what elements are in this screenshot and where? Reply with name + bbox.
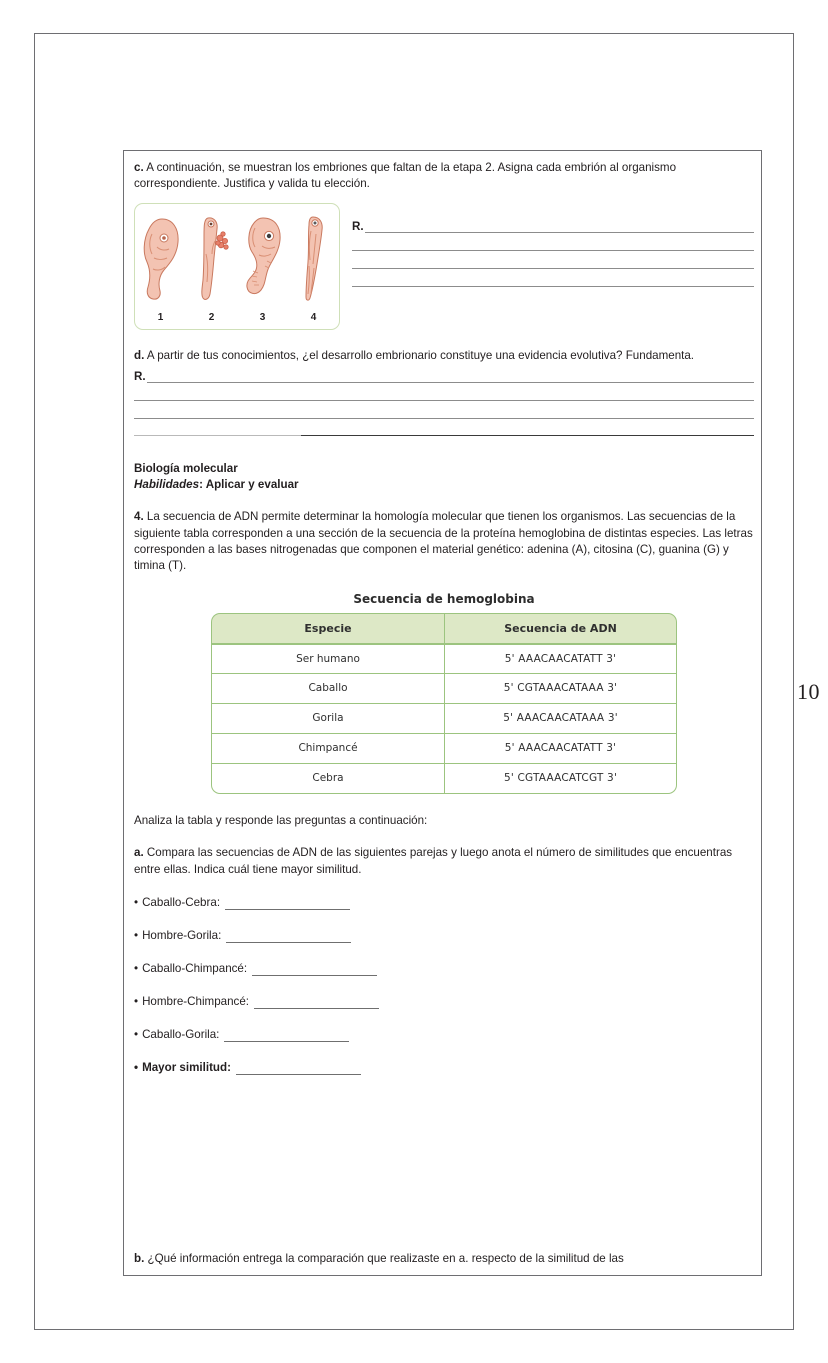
question-4-label: 4. (134, 510, 144, 524)
question-c-answer-line-1[interactable] (365, 215, 754, 233)
section-skills (134, 477, 754, 493)
table-cell-secuencia: 5' CGTAAACATCGT 3' (444, 764, 677, 794)
list-item (134, 1027, 754, 1042)
question-4-body: La secuencia de ADN permite determinar la homología molecular que tienen los organismos. Las secuencias de la siguiente tabla corresponden a una sección de la secuencia de la proteína hemoglobina de distintas especies. Las letras corresponden a las bases nitrogenadas que componen el material genético: adenina (A), citosina (C), guanina (G) y timina (T). (134, 510, 753, 573)
question-c-answer-line-3[interactable] (352, 251, 754, 269)
question-a-text (134, 845, 754, 878)
bullet-dot-icon: • (134, 929, 139, 943)
question-c-answer-line-2[interactable] (352, 233, 754, 251)
bullet-dot-icon: • (134, 896, 139, 910)
table-row (211, 644, 677, 674)
question-c-answer-line-4[interactable] (352, 269, 754, 287)
question-d-label: d. (134, 348, 145, 362)
section-skills-label: Habilidades (134, 477, 200, 491)
bullet-label-hombre-gorila: Hombre-Gorila: (142, 929, 222, 943)
question-d-answer-area (134, 365, 754, 436)
question-d-answer-line-1-row (134, 365, 754, 383)
page-outer-frame (34, 33, 820, 1330)
table-header-especie: Especie (211, 613, 444, 644)
question-a-label: a. (134, 846, 144, 860)
table-cell-especie: Gorila (211, 704, 444, 734)
list-item (134, 895, 754, 910)
table-header-secuencia: Secuencia de ADN (444, 613, 677, 644)
comparison-bullet-list (134, 895, 754, 1075)
question-d-answer-line-2[interactable] (134, 383, 754, 401)
table-row (211, 704, 677, 734)
list-item (134, 1060, 754, 1075)
question-4-text (134, 509, 754, 575)
bullet-dot-icon: • (134, 1028, 139, 1042)
bullet-input-caballo-gorila[interactable] (224, 1027, 349, 1042)
section-heading (134, 461, 754, 492)
worksheet-body (134, 160, 754, 1093)
list-item (134, 928, 754, 943)
question-d-answer-label: R. (134, 370, 146, 384)
question-d-answer-line-1[interactable] (147, 365, 754, 383)
analiza-instruction: Analiza la tabla y responde las preguntas a continuación: (134, 813, 428, 827)
embryo-illustrations (135, 210, 339, 304)
table-title: Secuencia de hemoglobina (353, 591, 535, 606)
question-d-answer-line-3[interactable] (134, 401, 754, 419)
question-d-answer-line-4[interactable] (134, 419, 754, 436)
embryo-label-4: 4 (310, 311, 317, 323)
table-row (211, 734, 677, 764)
bullet-input-caballo-cebra[interactable] (225, 895, 350, 910)
question-b-label: b. (134, 1251, 145, 1265)
question-c-body: A continuación, se muestran los embriones que faltan de la etapa 2. Asigna cada embrión al organismo correspondiente. Justifica y valida tu elección. (134, 161, 677, 191)
embryo-1-icon (140, 214, 182, 304)
table-cell-especie: Cebra (211, 764, 444, 794)
bullet-label-caballo-chimpance: Caballo-Chimpancé: (142, 962, 248, 976)
table-cell-secuencia: 5' AAACAACATATT 3' (444, 734, 677, 764)
embryo-2-icon (191, 214, 233, 304)
table-cell-especie: Caballo (211, 674, 444, 704)
bullet-label-hombre-chimpance: Hombre-Chimpancé: (142, 995, 250, 1009)
embryo-label-2: 2 (208, 311, 215, 323)
section-skills-value: : Aplicar y evaluar (199, 477, 299, 491)
table-cell-especie: Chimpancé (211, 734, 444, 764)
list-item (134, 961, 754, 976)
embryo-label-1: 1 (157, 311, 164, 323)
question-c-answer-label: R. (352, 219, 364, 233)
table-cell-secuencia: 5' AAACAACATAAA 3' (444, 704, 677, 734)
bullet-input-hombre-gorila[interactable] (226, 928, 351, 943)
embryo-number-labels (135, 312, 339, 323)
bullet-label-caballo-gorila: Caballo-Gorila: (142, 1028, 220, 1042)
question-c-answer-line-1-row (352, 215, 754, 233)
bullet-input-caballo-chimpance[interactable] (252, 961, 377, 976)
table-row (211, 674, 677, 704)
question-d-text (134, 348, 754, 364)
bullet-input-mayor-similitud[interactable] (236, 1060, 361, 1075)
table-cell-secuencia: 5' CGTAAACATAAA 3' (444, 674, 677, 704)
embryo-figure-box (134, 203, 340, 330)
bullet-input-hombre-chimpance[interactable] (254, 994, 379, 1009)
list-item (134, 994, 754, 1009)
bullet-dot-icon: • (134, 1061, 139, 1075)
table-cell-especie: Ser humano (211, 644, 444, 674)
table-row (211, 764, 677, 794)
question-a-body: Compara las secuencias de ADN de las siguientes parejas y luego anota el número de similitudes que encuentras entre ellas. Indica cuál tiene mayor similitud. (134, 846, 733, 876)
bullet-label-caballo-cebra: Caballo-Cebra: (142, 896, 221, 910)
table-header-row (211, 613, 677, 644)
embryo-and-answer-row (134, 203, 754, 330)
page-number: 10 (797, 679, 820, 704)
question-b-body: ¿Qué información entrega la comparación que realizaste en a. respecto de la similitud de las (144, 1251, 624, 1265)
section-title: Biología molecular (134, 462, 238, 476)
table-cell-secuencia: 5' AAACAACATATT 3' (444, 644, 677, 674)
bullet-dot-icon: • (134, 962, 139, 976)
question-c-answer-area (352, 203, 754, 287)
embryo-4-icon (293, 214, 335, 304)
question-d-body: A partir de tus conocimientos, ¿el desarrollo embrionario constituye una evidencia evolutiva? Fundamenta. (144, 348, 695, 362)
hemoglobin-sequence-table (211, 613, 677, 794)
question-b-text (134, 1251, 754, 1267)
bullet-label-mayor-similitud: Mayor similitud: (142, 1061, 231, 1075)
embryo-3-icon (242, 214, 284, 304)
embryo-label-3: 3 (259, 311, 266, 323)
bullet-dot-icon: • (134, 995, 139, 1009)
question-c-label: c. (134, 161, 144, 174)
question-c-text (134, 160, 754, 193)
worksheet-content-frame (123, 150, 762, 1276)
